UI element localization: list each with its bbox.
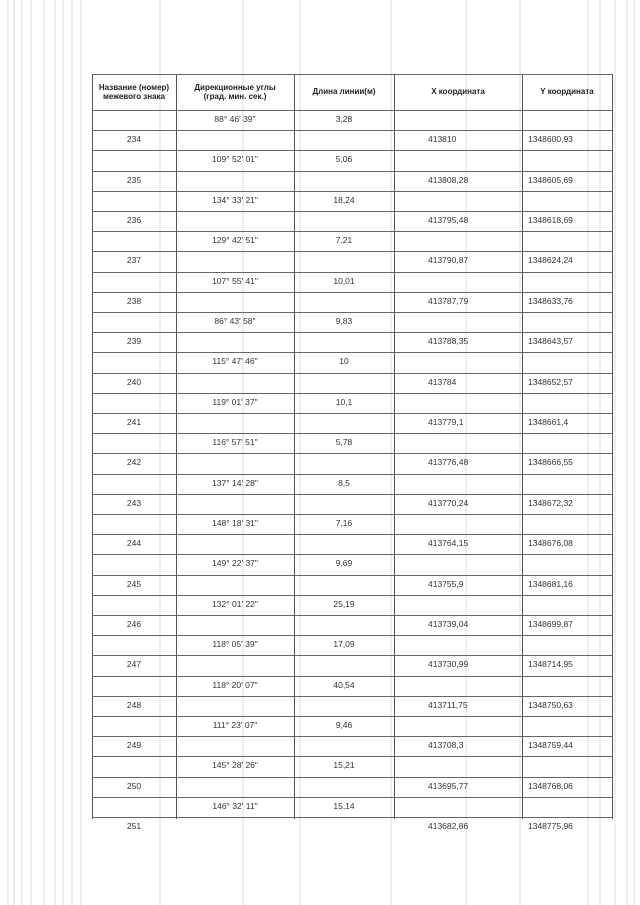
point-name-cell: 234 [126,134,142,145]
header-direction-angles [176,74,294,110]
boundary-coordinates-table [92,74,612,831]
line-length-cell: 9,83 [335,316,353,326]
row-divider [92,756,612,757]
x-coordinate-cell: 413711,75 [428,699,468,710]
row-divider [92,272,612,273]
line-length-cell: 3,28 [335,114,353,124]
row-divider [92,716,612,717]
row-divider [92,312,612,313]
x-coordinate-cell: 413795,48 [428,215,469,225]
direction-angle-cell: 137° 14' 28" [212,477,258,488]
x-coordinate-cell: 413695,77 [428,780,469,791]
y-coordinate-cell: 1348652,57 [528,376,573,387]
line-length-cell: 5,78 [335,437,353,448]
row-divider [92,292,612,293]
row-divider [92,171,612,172]
line-length-cell: 15,21 [333,760,355,771]
row-divider [92,110,612,111]
y-coordinate-cell: 1348775,96 [528,821,573,831]
x-coordinate-cell: 413755,9 [428,578,464,589]
y-coordinate-cell: 1348605,69 [528,174,573,185]
row-divider [92,352,612,353]
direction-angle-cell: 132° 01' 22" [212,598,258,609]
row-divider [92,797,612,798]
line-length-cell: 15,14 [333,800,355,811]
line-length-cell: 25,19 [333,598,355,609]
line-length-cell: 5,06 [335,154,353,165]
x-coordinate-cell: 413730,99 [428,659,469,670]
point-name-cell: 240 [126,376,142,387]
y-coordinate-cell: 1348661,4 [528,417,569,427]
y-coordinate-cell: 1348666,55 [528,457,573,468]
line-length-cell: 7,16 [335,518,353,528]
direction-angle-cell: 116° 57' 51" [212,437,258,448]
point-name-cell: 241 [126,417,142,427]
x-coordinate-cell: 413784 [428,376,457,387]
point-name-cell: 247 [126,659,142,670]
row-divider [92,514,612,515]
point-name-cell: 235 [126,174,142,185]
direction-angle-cell: 119° 01' 37" [212,396,258,407]
line-length-cell: 10,01 [333,275,355,286]
column-divider [394,74,395,819]
line-length-cell: 10 [339,356,349,367]
header-y-coordinate [522,74,612,110]
x-coordinate-cell: 413790,87 [428,255,469,266]
header-point-name [92,74,176,110]
point-name-cell: 244 [126,538,142,549]
point-name-cell: 242 [126,457,142,468]
y-coordinate-cell: 1348714,95 [528,659,573,670]
row-divider [92,494,612,495]
row-divider [92,332,612,333]
row-divider [92,676,612,677]
x-coordinate-cell: 413788,35 [428,336,469,347]
y-coordinate-cell: 1348676,08 [528,538,573,549]
column-divider [522,74,523,819]
row-divider [92,696,612,697]
line-length-cell: 8,5 [338,477,350,488]
y-coordinate-cell: 1348633,76 [528,295,573,306]
row-divider [92,554,612,555]
point-name-cell: 251 [126,821,142,831]
row-divider [92,150,612,151]
header-x-text: Х координата [431,87,485,97]
x-coordinate-cell: 413810 [428,134,457,145]
point-name-cell: 237 [126,255,142,266]
column-divider [612,74,613,819]
point-name-cell: 245 [126,578,142,589]
header-y-text: Y координата [540,87,594,97]
x-coordinate-cell: 413708,3 [428,740,464,751]
line-length-cell: 18,24 [333,194,355,205]
row-divider [92,453,612,454]
direction-angle-cell: 115° 47' 46" [212,356,258,367]
point-name-cell: 243 [126,497,142,508]
row-divider [92,615,612,616]
y-coordinate-cell: 1348681,16 [528,578,573,589]
x-coordinate-cell: 413764,15 [428,538,469,549]
direction-angle-cell: 148° 18' 31" [212,518,258,528]
point-name-cell: 249 [126,740,142,751]
header-angles-line1: Дирекционные углы [194,82,276,92]
header-point-name-line1: Название (номер) [98,82,170,92]
row-divider [92,736,612,737]
row-divider [92,433,612,434]
y-coordinate-cell: 1348672,32 [528,497,573,508]
x-coordinate-cell: 413808,28 [428,174,469,185]
x-coordinate-cell: 413739,04 [428,619,469,629]
direction-angle-cell: 107° 55' 41" [212,275,258,286]
row-divider [92,130,612,131]
x-coordinate-cell: 413770,24 [428,497,469,508]
header-length-text: Длина линии(м) [312,87,376,97]
row-divider [92,373,612,374]
line-length-cell: 17,09 [333,639,355,650]
direction-angle-cell: 129° 42' 51" [212,235,258,246]
row-divider [92,595,612,596]
x-coordinate-cell: 413682,86 [428,821,469,831]
row-divider [92,413,612,414]
point-name-cell: 239 [126,336,142,347]
point-name-cell: 238 [126,295,142,306]
point-name-cell: 246 [126,619,142,629]
row-divider [92,777,612,778]
row-divider [92,534,612,535]
x-coordinate-cell: 413787,79 [428,295,469,306]
row-divider [92,817,612,818]
direction-angle-cell: 109° 52' 01" [212,154,258,165]
line-length-cell: 10,1 [335,396,353,407]
row-divider [92,231,612,232]
direction-angle-cell: 118° 05' 39" [212,639,258,650]
line-length-cell: 9,46 [335,720,353,730]
header-angles-line2: (град. мин. сек.) [203,92,267,101]
line-length-cell: 9,69 [335,558,353,569]
y-coordinate-cell: 1348699,87 [528,619,573,629]
y-coordinate-cell: 1348759,44 [528,740,573,751]
row-divider [92,393,612,394]
header-x-coordinate [394,74,522,110]
row-divider [92,655,612,656]
line-length-cell: 40,54 [333,679,355,690]
y-coordinate-cell: 1348750,63 [528,699,573,710]
row-divider [92,474,612,475]
row-divider [92,635,612,636]
row-divider [92,251,612,252]
y-coordinate-cell: 1348600,93 [528,134,573,145]
y-coordinate-cell: 1348768,06 [528,780,573,791]
y-coordinate-cell: 1348618,69 [528,215,573,225]
x-coordinate-cell: 413776,48 [428,457,469,468]
point-name-cell: 248 [126,699,142,710]
direction-angle-cell: 146° 32' 11" [212,800,258,811]
header-point-name-line2: межевого знака [102,92,166,101]
direction-angle-cell: 145° 28' 26" [212,760,258,771]
point-name-cell: 250 [126,780,142,791]
line-length-cell: 7,21 [335,235,353,246]
header-line-length [294,74,394,110]
direction-angle-cell: 88° 46' 39" [214,114,256,124]
point-name-cell: 236 [126,215,142,225]
y-coordinate-cell: 1348643,57 [528,336,573,347]
row-divider [92,191,612,192]
direction-angle-cell: 118° 20' 07" [212,679,258,690]
x-coordinate-cell: 413779,1 [428,417,464,427]
row-divider [92,575,612,576]
row-divider [92,211,612,212]
direction-angle-cell: 111° 23' 07" [212,720,258,730]
y-coordinate-cell: 1348624,24 [528,255,573,266]
direction-angle-cell: 86° 43' 58" [214,316,256,326]
direction-angle-cell: 149° 22' 37" [212,558,258,569]
direction-angle-cell: 134° 33' 21" [212,194,258,205]
